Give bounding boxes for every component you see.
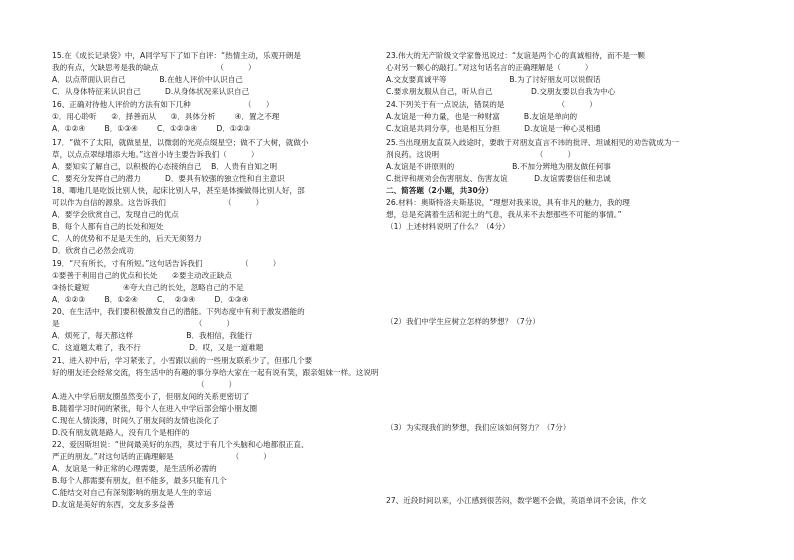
q16-items: ①．用心聆听 ②．择善而从 ③．具体分析 ④．置之不理 [52,112,280,121]
q23-stem-line-2: 心对另一颗心的敲打。”对这句话名言的正确理解是（ ） [386,63,593,72]
q22-stem-line-1: 22、爱因斯坦说：“世间最美好的东西，莫过于有几个头脑和心地都很正直、 [52,440,309,449]
q23-options-cd: C.要求朋友服从自己，听从自己 D.交朋友要以自我为中心 [386,87,616,96]
q21-option-b: B.随着学习时间的紧张，每个人在进入中学后部会缩小朋友圈 [52,404,258,413]
q20-stem-line-1: 20、在生活中，我们要积极激发自己的潜能。下列态度中有利于激发潜能的 [52,307,305,316]
q16-stem: 16、正确对待他人评价的方法有如下几种 （ ） [52,100,274,109]
q26-material-line-2: 想，总是充满着生活和泥土的气息，我从来不去想那些不可能的事情。” [386,210,622,219]
q22-option-c: C.能结交对自己有深刻影响的朋友是人生的幸运 [52,488,212,497]
q21-option-a: A.进入中学后朋友圈虽然变小了，但朋友间的关系更密切了 [52,392,250,401]
q20-options-cd: C．这道题太难了，我不行 D．哎，又是一道难题 [52,343,264,352]
q26-sub-3: （3）为实现我们的梦想，我们应该如何努力？（7分） [386,423,571,432]
q24-stem: 24.下列关于有一点说法，错误的是 （ ） [386,100,597,109]
q19-stem: 19．“尺有所长，寸有所短。”这句话告诉我们 （ ） [52,259,281,268]
q22-stem-line-2: 严正的朋友。”对这句话的正确理解是 （ ） [52,452,271,461]
q27-stem-line-1: 27、近段时间以来，小江感到很苦闷，数学题不会做，英语单词不会读，作文 [386,496,647,505]
q21-option-c: C.现在人情淡薄，时间久了朋友间的友情也淡化了 [52,416,220,425]
q18-stem-line-2: 可以作为自信的源泉。这告诉我们 （ ） [52,198,264,207]
q21-option-d: D.没有朋友就是路人，没有几个是相伴的 [52,428,190,437]
q17-options-ab: A．要知实了解自己，以积极的心态接纳自己 B．人贵有自知之明 [52,162,278,171]
q23-options-ab: A.交友要真诚平等 B.为了讨好朋友可以说假话 [386,75,601,84]
q15-options-cd: C．从身体特征来认识自己 D.从身体状况来认识自己 [52,87,250,96]
q19-items-12: ①要善于利用自己的优点和长处 ②要主动改正缺点 [52,271,232,280]
q21-answer-blank: （ ） [52,380,237,389]
q24-options-cd: C.友谊是共同分享，也是相互分担 D.友谊是一种心灵相通 [386,124,601,133]
q21-stem-line-2: 好的朋友还会经常交流，将生活中的有趣的事分享给大家在一起有说有笑，跟亲姐妹一样。这说明 [52,368,379,377]
q25-options-ab: A.友谊是不讲原则的 B.不加分辨地为朋友做任何事 [386,162,611,171]
q25-stem-line-2: 剂良药。这说明 （ ） [386,150,576,159]
q17-stem-line-1: 17．“做不了太阳，就做星星，以微弱的光亮点缀星空；做不了大树，就做小 [52,138,309,147]
q22-option-d: D.友谊是美好的东西，交友多多益善 [52,500,175,509]
q18-stem-line-1: 18、唧地几是吃饭比别人快，起床比别人早，甚至是体操做得比别人好，部 [52,186,305,195]
q17-stem-line-2: 草，以点点翠绿增添大地。”这首小诗主要告诉我们（ ） [52,150,259,159]
q15-stem-line-1: 15.在《成长记录袋》中，A同学写下了如下自评：“热情主动，乐观开朗是 [52,51,302,60]
q21-stem-line-1: 21、进入初中后，学习紧张了，小雪跟以前的一些朋友联系少了，但那几个要 [52,356,313,365]
q18-option-c: C．人的优势和不足是天生的，后天无须努力 [52,234,202,243]
q24-options-ab: A.友谊是一种力量，也是一种财富 B.友谊是单向的 [386,112,578,121]
q25-options-cd: C.批评和规劝会伤害朋友、伤害友谊 D.友谊需要信任和忠诚 [386,174,611,183]
section-heading-short-answer: 二、简答题（2小题，共30分） [386,186,493,195]
q17-options-cd: C．要充分发挥自己的潜力 D．要具有较强的独立性和自主意识 [52,174,285,183]
q19-items-34: ③扬长避短 ④夸大自己的长处，忽略自己的不足 [52,283,244,292]
q26-sub-2: （2）我们中学生应树立怎样的梦想？（7分） [386,317,540,326]
q18-option-b: B．每个人都有自己的长处和短处 [52,222,164,231]
q20-options-ab: A．烦死了，每天都这样 B．我相信，我能行 [52,331,253,340]
q25-stem-line-1: 25.当出现朋友直误入歧途时，要敢于对朋友直言不讳的批评、坦诚相见的劝告就成为一 [386,138,680,147]
q19-options: A．①②③ B．①②④ C． ②③④ D．①③④ [52,295,249,304]
q23-stem-line-1: 23.伟大的无产阶级文学家鲁迅说过：“友谊是两个心的真诚相待，而不是一颗 [386,51,646,60]
q15-stem-line-2: 我的有点，欠缺思考是我的缺点 （ ） [52,63,256,72]
q18-option-a: A．要学会欣赏自己，发现自己的优点 [52,210,179,219]
q22-option-b: B.每个人都需要有朋友，但不能多，最多只能有几个 [52,476,227,485]
q15-options-ab: A．以点带面认识自己 B.在他人评价中认识自己 [52,75,243,84]
q20-stem-line-2: 是 （ ） [52,319,235,328]
q26-sub-1: （1）上述材料说明了什么？（4分） [386,222,510,231]
q22-option-a: A．友谊是一种正常的心理需要，是生活所必需的 [52,464,217,473]
q16-options: A．①②④ B．①③④ C．①②③④ D．①②③ [52,124,251,133]
q18-option-d: D．欣赏自己必然会成功 [52,246,134,255]
q26-material-line-1: 26.材料：奥斯特洛夫斯基说，“理想对我来说，具有非凡的魅力，我的理 [386,198,630,207]
